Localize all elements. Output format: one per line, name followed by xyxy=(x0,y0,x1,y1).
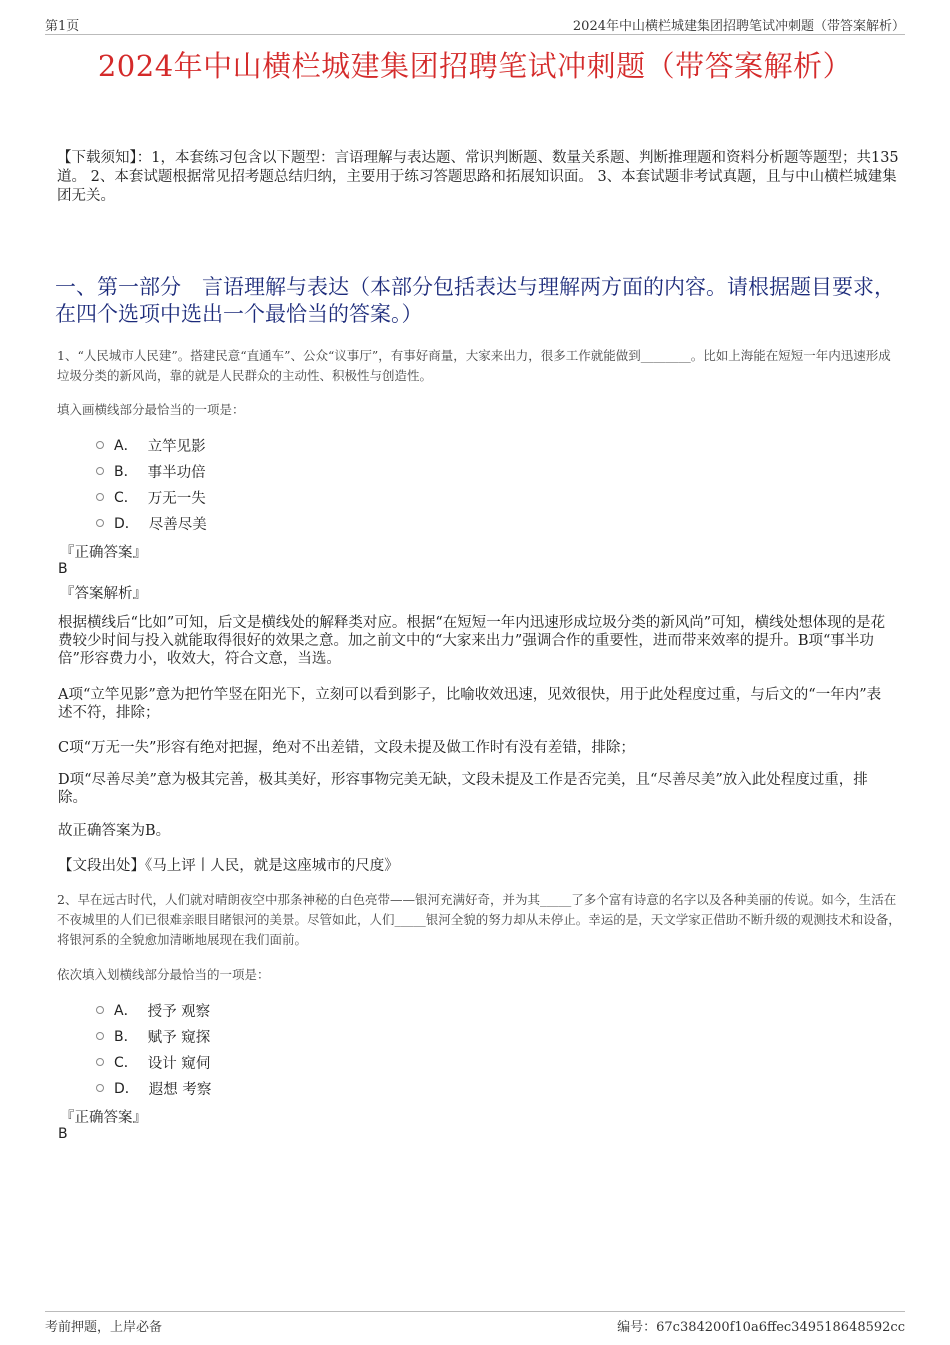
analysis-paragraph: 根据横线后“比如”可知，后文是横线处的解释类对应。根据“在短短一年内迅速形成垃圾分类的新风尚”可知，横线处想体现的是花费较少时间与投入就能取得很好的效果之意。加之前文中的“大家来出力”强调合作的重要性，进而带来效率的提升。B项“事半功倍”形容费力小，收效大，符合文意，当选。 xyxy=(58,615,886,667)
radio-icon[interactable] xyxy=(96,493,104,501)
question-1-option-a[interactable]: A． 立竿见影 xyxy=(96,432,207,458)
question-2-option-b[interactable]: B． 赋予 窥探 xyxy=(96,1023,211,1049)
analysis-paragraph: C项“万无一失”形容有绝对把握，绝对不出差错，文段未提及做工作时有没有差错，排除； xyxy=(58,740,635,756)
page-title: 2024年中山横栏城建集团招聘笔试冲刺题（带答案解析） xyxy=(97,49,853,83)
question-1-option-b[interactable]: B． 事半功倍 xyxy=(96,458,207,484)
radio-icon[interactable] xyxy=(96,1058,104,1066)
analysis-label: 『答案解析』 xyxy=(60,586,147,602)
radio-icon[interactable] xyxy=(96,519,104,527)
radio-icon[interactable] xyxy=(96,441,104,449)
page-header xyxy=(45,14,905,35)
question-1-option-c[interactable]: C． 万无一失 xyxy=(96,484,207,510)
header-doc-title: 2024年中山横栏城建集团招聘笔试冲刺题（带答案解析） xyxy=(572,19,905,34)
option-text: 授予 观察 xyxy=(147,1003,211,1020)
download-notice: 【下载须知】：1，本套练习包含以下题型：言语理解与表达题、常识判断题、数量关系题、判断推理题和资料分析题等题型；共135道。 2、本套试题根据常见招考题总结归纳，主要用于练习答题思路和拓展知识面。 3、本套试题非考试真题，且与中山横栏城建集团无关。 xyxy=(57,150,899,204)
radio-icon[interactable] xyxy=(96,1006,104,1014)
page-footer xyxy=(45,1311,905,1336)
analysis-paragraph: D项“尽善尽美”意为极其完善，极其美好，形容事物完美无缺，文段未提及工作是否完美，且“尽善尽美”放入此处程度过重，排除。 xyxy=(58,772,868,806)
footer-slogan: 考前押题，上岸必备 xyxy=(45,1320,163,1335)
question-2-text: 2、早在远古时代，人们就对晴朗夜空中那条神秘的白色亮带——银河充满好奇，并为其_____了多个富有诗意的名字以及各种美丽的传说。如今，生活在不夜城里的人们已很难亲眼目睹银河的美景。尽管如此，人们_____银河全貌的努力却从未停止。幸运的是，天文学家正借助不断升级的观测技术和设备，将银河系的全貌愈加清晰地展现在我们面前。 xyxy=(57,892,901,947)
page-number: 第1页 xyxy=(45,19,80,34)
question-2-prompt: 依次填入划横线部分最恰当的一项是： xyxy=(57,967,270,982)
correct-answer-label: 『正确答案』 xyxy=(60,545,147,561)
option-text: 立竿见影 xyxy=(147,438,206,455)
option-text: 设计 窥伺 xyxy=(147,1055,211,1072)
option-text: 遐想 考察 xyxy=(148,1081,212,1098)
analysis-conclusion: 故正确答案为B。 xyxy=(58,823,171,839)
option-text: 事半功倍 xyxy=(147,464,206,481)
analysis-paragraph: A项“立竿见影”意为把竹竿竖在阳光下，立刻可以看到影子，比喻收效迅速，见效很快，用于此处程度过重，与后文的“一年内”表述不符，排除； xyxy=(58,687,882,721)
question-1-prompt: 填入画横线部分最恰当的一项是： xyxy=(57,402,245,417)
question-1-text: 1、“人民城市人民建”。搭建民意“直通车”、公众“议事厅”，有事好商量，大家来出力，很多工作就能做到________。比如上海能在短短一年内迅速形成垃圾分类的新风尚，靠的就是人民群众的主动性、积极性与创造性。 xyxy=(57,348,891,383)
correct-answer-value: B xyxy=(58,1126,68,1142)
section-title: 一、第一部分 言语理解与表达（本部分包括表达与理解两方面的内容。请根据题目要求，在四个选项中选出一个最恰当的答案。） xyxy=(55,275,895,326)
question-1-option-d[interactable]: D． 尽善尽美 xyxy=(96,510,207,536)
radio-icon[interactable] xyxy=(96,1032,104,1040)
correct-answer-value: B xyxy=(58,561,68,577)
question-2-option-a[interactable]: A． 授予 观察 xyxy=(96,997,211,1023)
radio-icon[interactable] xyxy=(96,467,104,475)
analysis-source: 【文段出处】《马上评丨人民，就是这座城市的尺度》 xyxy=(58,858,399,874)
correct-answer-label: 『正确答案』 xyxy=(60,1110,147,1126)
option-text: 万无一失 xyxy=(147,490,206,507)
option-text: 赋予 窥探 xyxy=(147,1029,211,1046)
question-2-options xyxy=(96,997,211,1101)
document-id: 编号：67c384200f10a6ffec349518648592cc xyxy=(617,1320,905,1335)
option-text: 尽善尽美 xyxy=(148,516,207,533)
question-2-option-d[interactable]: D． 遐想 考察 xyxy=(96,1075,211,1101)
question-1-options xyxy=(96,432,207,536)
radio-icon[interactable] xyxy=(96,1084,104,1092)
question-2-option-c[interactable]: C． 设计 窥伺 xyxy=(96,1049,211,1075)
